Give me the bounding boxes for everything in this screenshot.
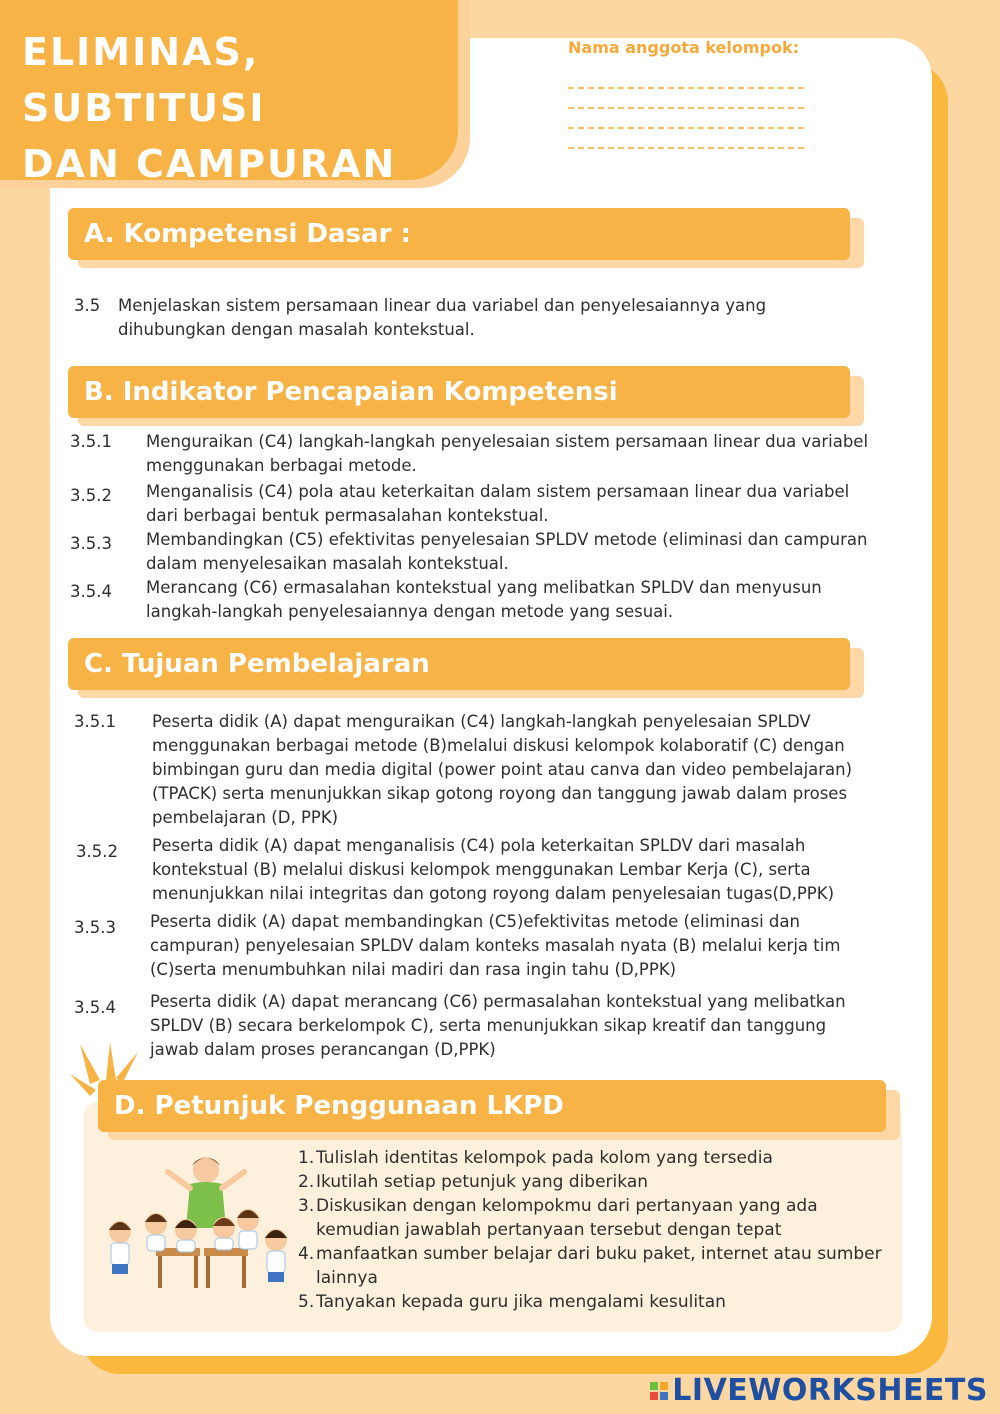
list-item [70,430,870,480]
member-line-1[interactable] [568,87,804,89]
list-item [298,1194,898,1242]
item-number: 3.5.3 [70,534,112,553]
members-label: Nama anggota kelompok: [568,38,800,57]
item-number: 3.5.1 [74,712,116,731]
instruction-list [298,1146,898,1314]
liveworksheets-logo[interactable] [650,1373,988,1408]
item-text: Peserta didik (A) dapat menguraikan (C4) langkah-langkah penyelesaian SPLDV menggunakan berbagai metode (B)melalui diskusi kelompok kolaboratif (C) dengan bimbingan guru dan media digital (power point atau canva dan video pembelajaran) (TPACK) serta menunjukkan sikap gotong royong dan tanggung jawab dalam proses pembelajaran (D, PPK) [152,712,853,827]
member-line-3[interactable] [568,127,804,129]
step-text: Tanyakan kepada guru jika mengalami kesulitan [316,1292,726,1312]
item-number: 3.5.2 [70,486,112,505]
member-line-2[interactable] [568,107,804,109]
list-item [74,834,874,908]
list-item [74,294,834,344]
list-item [70,576,870,626]
group-members-box [568,38,808,149]
list-item [74,910,874,984]
item-number: 3.5 [74,296,101,315]
item-text: Menganalisis (C4) pola atau keterkaitan dalam sistem persamaan linear dua variabel dari berbagai bentuk permasalahan kontekstual. [146,482,850,525]
item-text: Peserta didik (A) dapat membandingkan (C5)efektivitas metode (eliminasi dan campuran) penyelesaian SPLDV dalam konteks masalah nyata (B) melalui kerja tim (C)serta menumbuhkan nilai madiri dan rasa ingin tahu (D,PPK) [150,912,841,979]
list-item [298,1290,898,1314]
item-text: Menguraikan (C4) langkah-langkah penyelesaian sistem persamaan linear dua variabel menggunakan berbagai metode. [146,432,869,475]
step-text: manfaatkan sumber belajar dari buku paket, internet atau sumber lainnya [316,1244,882,1288]
list-item [298,1170,898,1194]
list-item [298,1146,898,1170]
item-text: Merancang (C6) ermasalahan kontekstual yang melibatkan SPLDV dan menyusun langkah-langkah penyelesaiannya dengan metode yang sesuai. [146,578,822,621]
step-number: 4. [298,1244,315,1264]
item-number: 3.5.1 [70,432,112,451]
teacher-students-illustration [96,1148,296,1298]
liveworksheets-mark-icon [650,1382,668,1400]
list-item [74,990,874,1064]
list-item [298,1242,898,1290]
step-text: Ikutilah setiap petunjuk yang diberikan [316,1172,649,1192]
page-title: ELIMINAS, SUBTITUSI DAN CAMPURAN [22,30,397,186]
item-number: 3.5.4 [70,582,112,601]
item-number: 3.5.2 [76,842,118,861]
section-c-header: C. Tujuan Pembelajaran [68,638,850,690]
step-text: Diskusikan dengan kelompokmu dari pertanyaan yang ada kemudian jawablah pertanyaan tersebut dengan tepat [316,1196,818,1240]
step-text: Tulislah identitas kelompok pada kolom yang tersedia [316,1148,773,1168]
item-text: Peserta didik (A) dapat menganalisis (C4) pola keterkaitan SPLDV dari masalah kontekstual (B) melalui diskusi kelompok menggunakan Lembar Kerja (C), serta menunjukkan nilai integritas dan gotong royong dalam penyelesaian tugas(D,PPK) [152,836,835,903]
step-number: 5. [298,1292,315,1312]
section-d-header: D. Petunjuk Penggunaan LKPD [98,1080,886,1132]
list-item [70,480,870,530]
item-text: Membandingkan (C5) efektivitas penyelesaian SPLDV metode (eliminasi dan campuran dalam menyelesaikan masalah kontekstual. [146,530,868,573]
item-number: 3.5.3 [74,918,116,937]
item-number: 3.5.4 [74,998,116,1017]
item-text: Peserta didik (A) dapat merancang (C6) permasalahan kontekstual yang melibatkan SPLDV (B) secara berkelompok C), serta menunjukkan sikap kreatif dan tanggung jawab dalam proses perancangan (D,PPK) [150,992,846,1059]
item-text: Menjelaskan sistem persamaan linear dua variabel dan penyelesaiannya yang dihubungkan dengan masalah kontekstual. [118,296,767,339]
step-number: 1. [298,1148,315,1168]
member-line-4[interactable] [568,147,804,149]
section-a-header: A. Kompetensi Dasar : [68,208,850,260]
list-item [74,710,874,832]
section-b-header: B. Indikator Pencapaian Kompetensi [68,366,850,418]
step-number: 2. [298,1172,315,1192]
step-number: 3. [298,1196,315,1216]
list-item [70,528,870,578]
logo-text: LIVEWORKSHEETS [672,1373,988,1408]
